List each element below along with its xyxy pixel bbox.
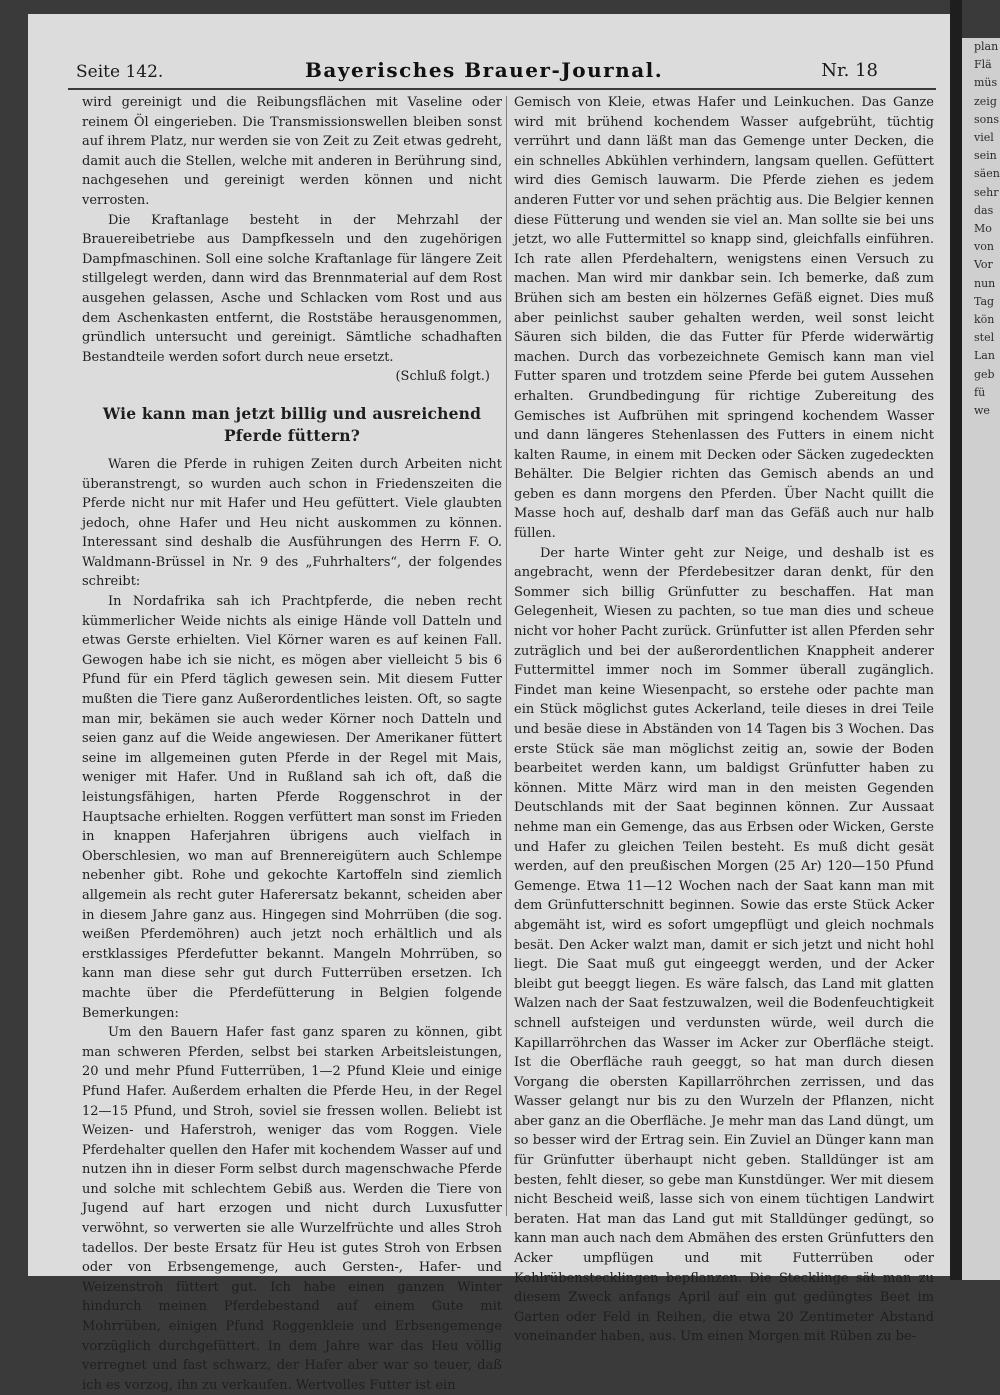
page-header: [70, 48, 910, 88]
next-page-fragment: Flä: [974, 58, 992, 72]
next-page-fragment: Vor: [974, 258, 993, 272]
next-page-fragment: we: [974, 404, 990, 418]
next-page-fragment: viel: [974, 131, 994, 145]
page-number: Seite 142.: [76, 62, 164, 82]
continued-note: (Schluß folgt.): [395, 369, 490, 385]
next-page-fragment: sein: [974, 149, 997, 163]
article-headline: Wie kann man jetzt billig und ausreichend Pferde füttern?: [102, 403, 482, 445]
next-page-fragment: sehr: [974, 185, 999, 199]
next-page-fragment: kön: [974, 313, 995, 327]
page-gutter: [950, 0, 962, 1280]
next-page-fragment: müs: [974, 76, 998, 90]
journal-title: Bayerisches Brauer-Journal.: [305, 58, 664, 82]
left-column: [82, 93, 502, 1395]
next-page-fragment: Tag: [974, 294, 995, 308]
next-page-fragment: von: [974, 240, 994, 254]
next-page-fragment: Lan: [974, 349, 995, 363]
next-page-fragment: fü: [974, 385, 986, 399]
right-column: [514, 93, 934, 1347]
next-page-fragment: Mo: [974, 222, 992, 236]
article-paragraph: Waren die Pferde in ruhigen Zeiten durch Arbeiten nicht überanstrengt, so wurden auch schon in Friedenszeiten die Pferde nicht nur mit Hafer und Heu gefüttert. Viele glaubten jedoch, ohne Hafer und Heu nicht auskommen zu können. Interessant sind deshalb die Ausführungen des Herrn F. O. Waldmann-Brüssel in Nr. 9 des „Fuhrhalters“, der folgendes schreibt:: [82, 456, 502, 590]
next-page-fragment: zeig: [974, 94, 997, 108]
next-page-fragment: das: [974, 203, 994, 217]
next-page-fragment: geb: [974, 367, 995, 381]
next-page-fragment: stel: [974, 331, 995, 345]
column-divider: [506, 96, 507, 1216]
article-paragraph: wird gereinigt und die Reibungsflächen mit Vaseline oder reinem Öl eingerieben. Die Transmissionswellen bleiben sonst auf ihrem Platz, nur werden sie von Zeit zu Zeit etwas gedreht, damit auch die Stellen, welche mit anderen in Berührung sind, nachgesehen und gereinigt werden können und nicht verrosten.: [82, 95, 502, 208]
article-paragraph: In Nordafrika sah ich Prachtpferde, die neben recht kümmerlicher Weide nichts als einige Hände voll Datteln und etwas Gerste erhielten. Viel Körner waren es auf keinen Fall. Gewogen habe ich sie nicht, es mögen aber vielleicht 5 bis 6 Pfund für ein Pferd täglich gewesen sein. Mit diesem Futter mußten die Tiere ganz Außerordentliches leisten. Oft, so sagte man mir, bekämen sie auch weder Körner noch Datteln und seien ganz auf die Weide angewiesen. Der Amerikaner füttert seine im allgemeinen guten Pferde in der Regel mit Mais, weniger mit Hafer. Und in Rußland sah ich oft, daß die leistungsfähigen, harten Pferde Roggenschrot in der Hauptsache erhielten. Roggen verfüttert man sonst im Frieden in knappen Haferjahren übrigens auch vielfach in Oberschlesien, wo man auf Brennereigütern auch Schlempe nebenher gibt. Rohe und gekochte Kartoffeln sind ziemlich allgemein als recht guter Haferersatz bekannt, scheiden aber in diesem Jahre ganz aus. Hingegen sind Mohrrüben (die sog. weißen Pferdemöhren) auch jetzt noch erhältlich und als erstklassiges Pferdefutter bekannt. Mangeln Mohrrüben, so kann man diese sehr gut durch Futterrüben ersetzen. Ich machte über die Pferdefütterung in Belgien folgende Bemerkungen:: [82, 594, 502, 1021]
next-page-fragment: sons: [974, 112, 999, 126]
next-page-fragment: nun: [974, 276, 996, 290]
issue-number: Nr. 18: [821, 60, 878, 81]
header-rule: [68, 88, 936, 90]
next-page-fragment: säen: [974, 167, 1000, 181]
article-paragraph: Der harte Winter geht zur Neige, und deshalb ist es angebracht, wenn der Pferdebesitzer daran denkt, für den Sommer sich billig Grünfutter zu beschaffen. Hat man Gelegenheit, Wiesen zu pachten, so tue man dies und scheue nicht vor hoher Pacht zurück. Grünfutter ist allen Pferden sehr zuträglich und bei der außerordentlichen Knappheit anderer Futtermittel immer noch im Sommer überall zugänglich. Findet man keine Wiesenpacht, so erstehe oder pachte man ein Stück möglichst gutes Ackerland, teile dieses in drei Teile und besäe diese in Abständen von 14 Tagen bis 3 Wochen. Das erste Stück säe man möglichst zeitig an, sowie der Boden bearbeitet werden kann, um baldigst Grünfutter haben zu können. Mitte März wird man in den meisten Gegenden Deutschlands mit der Saat beginnen können. Zur Aussaat nehme man ein Gemenge, das aus Erbsen oder Wicken, Gerste und Hafer zu gleichen Teilen besteht. Es muß dicht gesät werden, auf den preußischen Morgen (25 Ar) 120—150 Pfund Gemenge. Etwa 11—12 Wochen nach der Saat kann man mit dem Grünfutterschnitt beginnen. Sowie das erste Stück Acker abgemäht ist, wird es sofort umgepflügt und gleich nochmals besät. Den Acker walzt man, damit er sich jetzt und nicht hohl liegt. Die Saat muß gut eingeeggt werden, und der Acker bleibt gut beeggt liegen. Es wäre falsch, das Land mit glatten Walzen nach der Saat festzuwalzen, weil die Bodenfeuchtigkeit schnell aufsteigen und verdunsten würde, weil durch die Kapillarröhrchen das Wasser im Acker zur Oberfläche steigt. Ist die Oberfläche rauh geeggt, so hat man durch diesen Vorgang die obersten Kapillarröhrchen zerrissen, und das Wasser gelangt nur bis zu den Wurzeln der Pflanzen, nicht aber ganz an die Oberfläche. Je mehr man das Land düngt, um so besser wird der Ertrag sein. Ein Zuviel an Dünger kann man für Grünfutter überhaupt nicht geben. Stalldünger ist am besten, fehlt dieser, so gebe man Kunstdünger. Wer mit diesem nicht Bescheid weiß, lasse sich von einem tüchtigen Landwirt beraten. Hat man das Land gut mit Stalldünger gedüngt, so kann man auch nach dem Abmähen des ersten Grünfutters den Acker umpflügen und mit Futterrüben oder Kohlrübenstecklingen bepflanzen. Die Stecklinge sät man zu diesem Zweck anfangs April auf ein gut gedüngtes Beet im Garten oder Feld in Reihen, die etwa 20 Zentimeter Abstand voneinander haben, aus. Um einen Morgen mit Rüben zu be-: [514, 545, 934, 1345]
article-paragraph: Gemisch von Kleie, etwas Hafer und Leinkuchen. Das Ganze wird mit brühend kochendem Wasser aufgebrüht, tüchtig verrührt und dann läßt man das Gemenge unter Decken, die ein schnelles Abkühlen verhindern, langsam quellen. Gefüttert wird dies Gemisch lauwarm. Die Pferde ziehen es jedem anderen Futter vor und sehen prächtig aus. Die Belgier kennen diese Fütterung und wenden sie viel an. Man sollte sie bei uns jetzt, wo alle Futtermittel so knapp sind, gleichfalls einführen. Ich rate allen Pferdehaltern, wenigstens einen Versuch zu machen. Man wird mir dankbar sein. Ich bemerke, daß zum Brühen sich am besten ein hölzernes Gefäß eignet. Dies muß aber peinlichst sauber gehalten werden, weil sonst leicht Säuren sich bilden, die das Futter für Pferde widerwärtig machen. Durch das vorbezeichnete Gemisch kann man viel Futter sparen und trotzdem seine Pferde bei gutem Aussehen erhalten. Grundbedingung für richtige Zubereitung des Gemisches ist Aufbrühen mit springend kochendem Wasser und dann längeres Stehenlassen des Futters in einem nicht kalten Raume, in einem mit Decken oder Säcken zugedeckten Behälter. Die Belgier richten das Gemisch abends an und geben es dann morgens den Pferden. Über Nacht quillt die Masse hoch auf, deshalb darf man das Gefäß auch nur halb füllen.: [514, 95, 934, 542]
article-paragraph: Die Kraftanlage besteht in der Mehrzahl der Brauereibetriebe aus Dampfkesseln und den zugehörigen Dampfmaschinen. Soll eine solche Kraftanlage für längere Zeit stillgelegt werden, dann wird das Brennmaterial auf dem Rost ausgehen gelassen, Asche und Schlacken vom Rost und aus dem Aschenkasten entfernt, die Roststäbe herausgenommen, gründlich untersucht und gereinigt. Sämtliche schadhaften Bestandteile werden sofort durch neue ersetzt.: [82, 212, 502, 365]
next-page-fragment: plan: [974, 40, 999, 53]
next-page-edge: [962, 38, 1000, 1280]
article-paragraph: Um den Bauern Hafer fast ganz sparen zu können, gibt man schweren Pferden, selbst bei starken Arbeitsleistungen, 20 und mehr Pfund Futterrüben, 1—2 Pfund Kleie und einige Pfund Hafer. Außerdem erhalten die Pferde Heu, in der Regel 12—15 Pfund, und Stroh, soviel sie fressen wollen. Beliebt ist Weizen- und Haferstroh, weniger das vom Roggen. Viele Pferdehalter quellen den Hafer mit kochendem Wasser auf und nutzen ihn in dieser Form selbst durch magenschwache Pferde und solche mit schlechtem Gebiß aus. Werden die Tiere von Jugend auf hart erzogen und nicht durch Luxusfutter verwöhnt, so verwerten sie alle Wurzelfrüchte und alles Stroh tadellos. Der beste Ersatz für Heu ist gutes Stroh von Erbsen oder von Erbsengemenge, auch Gersten-, Hafer- und Weizenstroh füttert gut. Ich habe einen ganzen Winter hindurch meinen Pferdebestand auf einem Gute mit Mohrrüben, einigen Pfund Roggenkleie und Erbsengemenge vorzüglich durchgefüttert. In dem Jahre war das Heu völlig verregnet und fast schwarz, der Hafer aber war so teuer, daß ich es vorzog, ihn zu verkaufen. Wertvolles Futter ist ein: [82, 1025, 502, 1393]
